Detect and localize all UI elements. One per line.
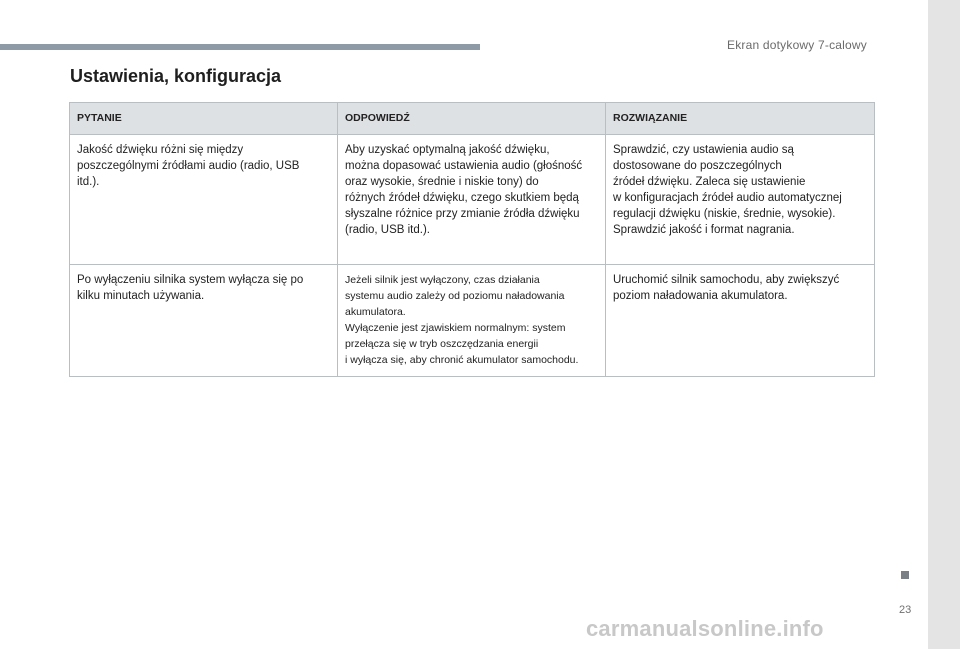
cell-line: (radio, USB itd.). [345, 224, 430, 236]
table-row [70, 135, 875, 265]
page-number: 23 [899, 604, 912, 616]
question-cell [70, 135, 338, 265]
table-row [70, 265, 875, 377]
column-header-answer: ODPOWIEDŹ [338, 103, 606, 135]
cell-line: źródeł dźwięku. Zaleca się ustawienie [613, 176, 806, 188]
cell-line: Po wyłączeniu silnika system wyłącza się po [77, 274, 304, 286]
header-rule [0, 44, 480, 50]
cell-line: można dopasować ustawienia audio (głośność [345, 160, 583, 172]
question-cell [70, 265, 338, 377]
page-marker [901, 571, 909, 579]
cell-line: itd.). [77, 176, 100, 188]
cell-line: w konfiguracjach źródeł audio automatycznej [613, 192, 842, 204]
side-strip [928, 0, 960, 649]
section-heading: Ustawienia, konfiguracja [70, 66, 282, 86]
cell-line: Sprawdzić jakość i format nagrania. [613, 224, 795, 236]
solution-cell [606, 135, 875, 265]
cell-line: systemu audio zależy od poziomu naładowania [345, 290, 565, 302]
cell-line: Wyłączenie jest zjawiskiem normalnym: system [345, 322, 566, 334]
cell-line: poziom naładowania akumulatora. [613, 290, 788, 302]
cell-line: oraz wysokie, średnie i niskie tony) do [345, 176, 539, 188]
cell-line: słyszalne różnice przy zmianie źródła dźwięku [345, 208, 580, 220]
answer-cell [338, 265, 606, 377]
cell-line: przełącza się w tryb oszczędzania energii [345, 338, 539, 350]
column-header-question: PYTANIE [70, 103, 338, 135]
cell-line: Jeżeli silnik jest wyłączony, czas działania [345, 274, 540, 286]
solution-cell [606, 265, 875, 377]
cell-line: dostosowane do poszczególnych [613, 160, 782, 172]
cell-line: kilku minutach używania. [77, 290, 205, 302]
cell-line: różnych źródeł dźwięku, czego skutkiem będą [345, 192, 579, 204]
faq-table [69, 102, 875, 377]
cell-line: Jakość dźwięku różni się między [77, 144, 244, 156]
chapter-title: Ekran dotykowy 7-calowy [727, 38, 867, 52]
table-header-row [70, 103, 875, 135]
cell-line: Sprawdzić, czy ustawienia audio są [613, 144, 794, 156]
cell-line: poszczególnymi źródłami audio (radio, USB [77, 160, 300, 172]
watermark: carmanualsonline.info [586, 616, 824, 641]
answer-cell [338, 135, 606, 265]
column-header-solution: ROZWIĄZANIE [606, 103, 875, 135]
cell-line: i wyłącza się, aby chronić akumulator samochodu. [345, 354, 579, 366]
cell-line: Aby uzyskać optymalną jakość dźwięku, [345, 144, 550, 156]
cell-line: regulacji dźwięku (niskie, średnie, wysokie). [613, 208, 836, 220]
cell-line: akumulatora. [345, 306, 406, 318]
cell-line: Uruchomić silnik samochodu, aby zwiększyć [613, 274, 840, 286]
